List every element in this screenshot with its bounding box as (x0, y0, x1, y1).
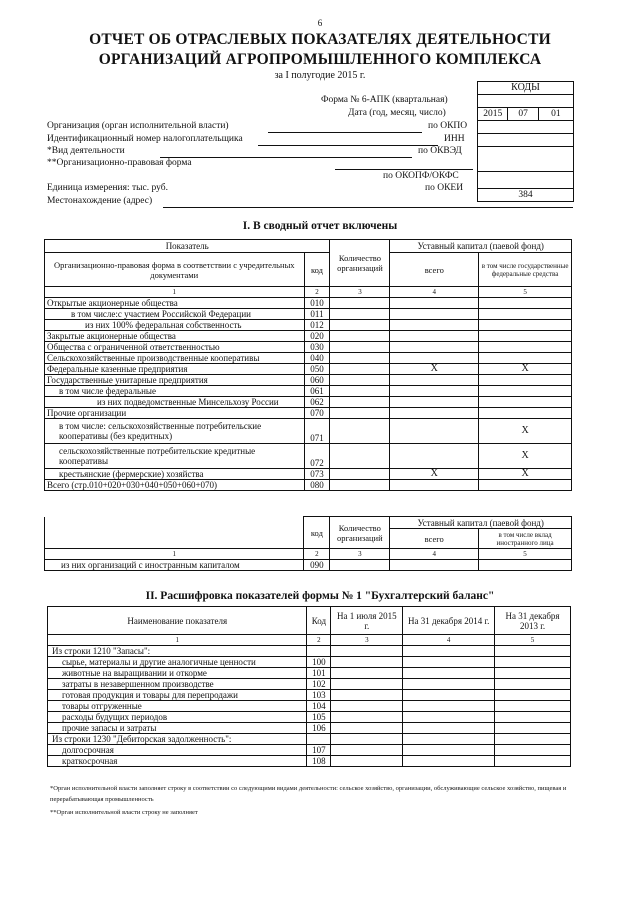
inn-cell[interactable] (478, 134, 573, 146)
legal-form-line[interactable] (335, 169, 473, 170)
s2-group-v3 (495, 734, 571, 745)
s2-row-code: 101 (307, 668, 331, 679)
s1-row-count[interactable] (330, 309, 390, 320)
s2-row-v1[interactable] (331, 679, 403, 690)
s1-n5: 5 (479, 287, 572, 298)
table-row (48, 668, 571, 679)
table-row (45, 444, 572, 469)
s2-h-name: Наименование показателя (48, 607, 307, 635)
s1-n1: 1 (45, 287, 305, 298)
table-row (48, 723, 571, 734)
s2-n2: 2 (307, 635, 331, 646)
s2-row-v1[interactable] (331, 657, 403, 668)
unit-label: Единица измерения: тыс. руб. (47, 183, 168, 193)
s1-h-legal-form: Организационно-правовая форма в соответствии с учредительных документами (45, 253, 305, 287)
s2-row-v2[interactable] (403, 701, 495, 712)
s2-group-v1 (331, 734, 403, 745)
s2-group-code (307, 734, 331, 745)
s2-n3: 3 (331, 635, 403, 646)
codes-row-okopf (478, 172, 573, 189)
s2-row-v1[interactable] (331, 745, 403, 756)
s1b-h-ownership: Уставный капитал (паевой фонд) (390, 517, 572, 529)
org-label: Организация (орган исполнительной власти) (47, 121, 229, 131)
s1-row-total[interactable] (390, 309, 479, 320)
table-row (45, 419, 572, 444)
s1-row-federal[interactable]: X (479, 419, 572, 444)
s2-row-code: 104 (307, 701, 331, 712)
codes-row-okei (478, 189, 573, 201)
s1-h-indicator: Показатель (45, 240, 330, 253)
s2-row-label: расходы будущих периодов (48, 712, 307, 723)
s1-row-code: 012 (304, 320, 330, 331)
s1-row-federal[interactable] (479, 386, 572, 397)
date-label: Дата (год, месяц, число) (348, 108, 446, 118)
s2-row-v1[interactable] (331, 723, 403, 734)
s2-row-v1[interactable] (331, 668, 403, 679)
date-month[interactable]: 07 (508, 108, 538, 120)
table-row (45, 386, 572, 397)
s1b-h-count: Количество организаций (330, 517, 390, 549)
s2-h-d2: На 31 декабря 2014 г. (403, 607, 495, 635)
s2-row-v3[interactable] (495, 701, 571, 712)
s1-row-label: Сельскохозяйственные производственные кооперативы (45, 353, 305, 364)
table-row (45, 364, 572, 375)
s1b-blank (45, 517, 304, 549)
s2-h-code: Код (307, 607, 331, 635)
s1b-foreign-total[interactable] (390, 560, 479, 571)
s2-h-d3: На 31 декабря 2013 г. (495, 607, 571, 635)
s1b-n4: 4 (390, 549, 479, 560)
s1-row-total[interactable] (390, 408, 479, 419)
s1-row-federal[interactable] (479, 353, 572, 364)
table-row (48, 646, 571, 657)
table-row (48, 712, 571, 723)
s1-row-federal[interactable] (479, 320, 572, 331)
table-row (45, 353, 572, 364)
legal-form-label: **Организационно-правовая форма (47, 158, 192, 168)
s1-row-federal[interactable]: X (479, 469, 572, 480)
s1-row-count[interactable] (330, 353, 390, 364)
s2-row-v1[interactable] (331, 756, 403, 767)
s1-row-label: Открытые акционерные общества (45, 298, 305, 309)
s1b-h-foreign: в том числе вклад иностранного лица (479, 529, 572, 549)
s2-body (48, 646, 571, 767)
codes-row-okved (478, 147, 573, 172)
okei-label: по ОКЕИ (425, 183, 464, 193)
s1b-foreign-foreign[interactable] (479, 560, 572, 571)
s1-row-count[interactable] (330, 480, 390, 491)
s1-row-label: в том числе федеральные (45, 386, 305, 397)
table-row (45, 469, 572, 480)
section-2-table (47, 606, 571, 767)
s1-row-label: сельскохозяйственные потребительские кредитные кооперативы (45, 444, 305, 469)
s2-row-code: 108 (307, 756, 331, 767)
table-row (45, 320, 572, 331)
s1-h-code: код (304, 253, 330, 287)
s1-header-row-1 (45, 240, 572, 253)
s1-row-code: 072 (304, 444, 330, 469)
s2-n4: 4 (403, 635, 495, 646)
s1-row-count[interactable] (330, 397, 390, 408)
s1b-foreign-count[interactable] (330, 560, 390, 571)
table-row (48, 701, 571, 712)
s1-row-code: 071 (304, 419, 330, 444)
s1-row-label: из них подведомственные Минсельхозу России (45, 397, 305, 408)
s2-row-code: 106 (307, 723, 331, 734)
table-row (48, 756, 571, 767)
s1-row-count[interactable] (330, 408, 390, 419)
s1-row-label: из них 100% федеральная собственность (45, 320, 305, 331)
s1-row-federal[interactable] (479, 298, 572, 309)
s2-row-v3[interactable] (495, 657, 571, 668)
section-2-title: II. Расшифровка показателей формы № 1 "Бухгалтерский баланс" (145, 590, 495, 602)
s1-row-code: 011 (304, 309, 330, 320)
s1-row-code: 061 (304, 386, 330, 397)
s1-n2: 2 (304, 287, 330, 298)
location-label: Местонахождение (адрес) (47, 196, 153, 206)
s2-row-label: прочие запасы и затраты (48, 723, 307, 734)
okei-value: 384 (518, 190, 533, 200)
s2-row-code: 105 (307, 712, 331, 723)
table-row (45, 342, 572, 353)
s2-group-label: Из строки 1230 "Дебиторская задолженность": (48, 734, 307, 745)
s1-row-total[interactable] (390, 375, 479, 386)
s2-row-code: 102 (307, 679, 331, 690)
table-row (45, 298, 572, 309)
s1b-h-total: всего (390, 529, 479, 549)
s1-row-federal[interactable] (479, 480, 572, 491)
s2-row-code: 107 (307, 745, 331, 756)
s2-group-v1 (331, 646, 403, 657)
s1-row-label: Государственные унитарные предприятия (45, 375, 305, 386)
s1-row-total[interactable]: X (390, 364, 479, 375)
codes-row-form (478, 95, 573, 108)
s1-row-count[interactable] (330, 331, 390, 342)
s1-row-label: Федеральные казенные предприятия (45, 364, 305, 375)
s2-row-v3[interactable] (495, 690, 571, 701)
okved-cell[interactable] (478, 147, 573, 171)
s2-n1: 1 (48, 635, 307, 646)
s1-n3: 3 (330, 287, 390, 298)
s2-row-label: животные на выращивании и откорме (48, 668, 307, 679)
s2-row-v2[interactable] (403, 679, 495, 690)
s2-row-v2[interactable] (403, 668, 495, 679)
table-row (45, 309, 572, 320)
s1-row-code: 020 (304, 331, 330, 342)
s2-row-v2[interactable] (403, 723, 495, 734)
s1b-n1: 1 (45, 549, 304, 560)
s1-h-count: Количество организаций (330, 240, 390, 287)
okpo-label: по ОКПО (428, 121, 468, 131)
s1-header-row-2 (45, 253, 572, 287)
s2-row-label: готовая продукция и товары для перепродажи (48, 690, 307, 701)
s1-row-label: в том числе:с участием Российской Федерации (45, 309, 305, 320)
s1-row-count[interactable] (330, 298, 390, 309)
s2-header-row (48, 607, 571, 635)
s1-row-count[interactable] (330, 364, 390, 375)
s1-row-total[interactable] (390, 298, 479, 309)
s1-row-federal[interactable] (479, 375, 572, 386)
date-day[interactable]: 01 (551, 109, 561, 119)
s1-row-count[interactable] (330, 419, 390, 444)
activity-label: *Вид деятельности (47, 146, 125, 156)
s1-row-federal[interactable] (479, 408, 572, 419)
s1-row-total[interactable] (390, 386, 479, 397)
section-1-foreign-table (44, 516, 572, 571)
s2-row-v1[interactable] (331, 701, 403, 712)
s1b-foreign-label: из них организаций с иностранным капиталом (45, 560, 304, 571)
form-label: Форма № 6-АПК (квартальная) (321, 95, 448, 105)
s1b-n5: 5 (479, 549, 572, 560)
table-row (48, 734, 571, 745)
s2-row-v3[interactable] (495, 668, 571, 679)
s2-row-v1[interactable] (331, 712, 403, 723)
s1-row-code: 073 (304, 469, 330, 480)
s2-row-label: затраты в незавершенном производстве (48, 679, 307, 690)
s1-row-total[interactable] (390, 320, 479, 331)
s2-row-v2[interactable] (403, 756, 495, 767)
s2-n5: 5 (495, 635, 571, 646)
s1-row-count[interactable] (330, 342, 390, 353)
date-year[interactable]: 2015 (478, 108, 508, 120)
s1-row-label: крестьянские (фермерские) хозяйства (45, 469, 305, 480)
s1-row-federal[interactable]: X (479, 364, 572, 375)
s1-row-code: 070 (304, 408, 330, 419)
table-row (48, 690, 571, 701)
activity-line[interactable] (160, 157, 412, 158)
s1-row-code: 050 (304, 364, 330, 375)
table-row (48, 657, 571, 668)
s2-row-label: краткосрочная (48, 756, 307, 767)
title-line-1: ОТЧЕТ ОБ ОТРАСЛЕВЫХ ПОКАЗАТЕЛЯХ ДЕЯТЕЛЬНОСТИ (89, 31, 551, 48)
s1-row-total[interactable] (390, 397, 479, 408)
table-row (48, 679, 571, 690)
s1b-n3: 3 (330, 549, 390, 560)
s1-n4: 4 (390, 287, 479, 298)
s1-row-label: в том числе: сельскохозяйственные потребительские кооперативы (без кредитных) (45, 419, 305, 444)
s2-row-v1[interactable] (331, 690, 403, 701)
s1b-foreign-row (45, 560, 572, 571)
s1b-h-code: код (304, 517, 330, 549)
s1b-header-row-1 (45, 517, 572, 529)
org-line[interactable] (268, 132, 422, 133)
s1-h-ownership: Уставный капитал (паевой фонд) (390, 240, 572, 253)
s2-row-code: 103 (307, 690, 331, 701)
okopf-label: по ОКОПФ/ОКФС (383, 171, 459, 181)
table-row (45, 331, 572, 342)
codes-row-okpo (478, 121, 573, 134)
codes-box (477, 81, 574, 202)
report-period: за I полугодие 2015 г. (274, 70, 366, 81)
s1-row-count[interactable] (330, 469, 390, 480)
s2-row-v3[interactable] (495, 745, 571, 756)
s1-row-code: 040 (304, 353, 330, 364)
s2-row-v3[interactable] (495, 756, 571, 767)
s1-row-total[interactable] (390, 480, 479, 491)
s1b-foreign-code: 090 (304, 560, 330, 571)
s1-row-count[interactable] (330, 375, 390, 386)
s2-group-v2 (403, 646, 495, 657)
s2-number-row (48, 635, 571, 646)
s2-group-v3 (495, 646, 571, 657)
s2-row-v3[interactable] (495, 679, 571, 690)
s1-row-label: Всего (стр.010+020+030+040+050+060+070) (45, 480, 305, 491)
codes-row-inn (478, 134, 573, 147)
table-row (45, 408, 572, 419)
s2-row-v2[interactable] (403, 690, 495, 701)
s1-row-total[interactable] (390, 353, 479, 364)
s2-row-v2[interactable] (403, 712, 495, 723)
s1-row-total[interactable] (390, 419, 479, 444)
s1-row-total[interactable] (390, 331, 479, 342)
s1-row-federal[interactable] (479, 331, 572, 342)
s1-row-code: 010 (304, 298, 330, 309)
inn-label: ИНН (444, 134, 465, 144)
inn-id-label: Идентификационный номер налогоплательщика (47, 134, 243, 144)
footnote-1: *Орган исполнительной власти заполняет строку в соответствии со следующими видами деятельности: сельское хозяйство, организации, обслуживающие сельское хозяйство, пищевая и перерабатывающая промышленность (50, 785, 567, 803)
s1-row-count[interactable] (330, 320, 390, 331)
s1-row-code: 060 (304, 375, 330, 386)
s1-row-code: 080 (304, 480, 330, 491)
codes-header: КОДЫ (478, 82, 573, 95)
s2-row-v2[interactable] (403, 745, 495, 756)
okpo-cell[interactable] (478, 121, 573, 133)
section-1-table (44, 239, 572, 491)
s1-row-label: Закрытые акционерные общества (45, 331, 305, 342)
s1-number-row (45, 287, 572, 298)
s1-row-code: 030 (304, 342, 330, 353)
s2-group-v2 (403, 734, 495, 745)
s2-row-label: долгосрочная (48, 745, 307, 756)
s2-group-label: Из строки 1210 "Запасы": (48, 646, 307, 657)
codes-row-date (478, 108, 573, 121)
table-row (45, 480, 572, 491)
page-number: 6 (317, 18, 323, 28)
s1-row-label: Общества с ограниченной ответственностью (45, 342, 305, 353)
s2-h-d1: На 1 июля 2015 г. (331, 607, 403, 635)
s2-row-v2[interactable] (403, 657, 495, 668)
s1-row-label: Прочие организации (45, 408, 305, 419)
s2-row-v3[interactable] (495, 723, 571, 734)
s1-row-federal[interactable] (479, 309, 572, 320)
page-title (0, 30, 640, 70)
table-row (48, 745, 571, 756)
table-row (45, 397, 572, 408)
okopf-cell[interactable] (478, 172, 573, 188)
s2-row-label: товары отгруженные (48, 701, 307, 712)
title-line-2: ОРГАНИЗАЦИЙ АГРОПРОМЫШЛЕННОГО КОМПЛЕКСА (98, 51, 542, 68)
s1-h-total: всего (390, 253, 479, 287)
okved-label: по ОКВЭД (418, 146, 462, 156)
s1b-n2: 2 (304, 549, 330, 560)
s1-body (45, 298, 572, 491)
inn-line[interactable] (258, 145, 438, 146)
s2-group-code (307, 646, 331, 657)
s1-row-count[interactable] (330, 444, 390, 469)
s2-row-label: сырье, материалы и другие аналогичные ценности (48, 657, 307, 668)
s1-row-count[interactable] (330, 386, 390, 397)
s1-row-code: 062 (304, 397, 330, 408)
table-row (45, 375, 572, 386)
section-1-title: I. В сводный отчет включены (242, 220, 398, 232)
s1-row-total[interactable] (390, 342, 479, 353)
s1b-number-row (45, 549, 572, 560)
s2-row-v3[interactable] (495, 712, 571, 723)
s1-row-total[interactable]: X (390, 469, 479, 480)
form-code-cell[interactable] (478, 95, 573, 107)
s2-row-code: 100 (307, 657, 331, 668)
s1-h-federal: в том числе государственные федеральные средства (479, 253, 572, 287)
s1-row-federal[interactable]: X (479, 444, 572, 469)
location-line[interactable] (163, 207, 573, 208)
footnote-2: **Орган исполнительной власти строку не заполняет (50, 809, 198, 816)
s1-row-federal[interactable] (479, 397, 572, 408)
s1-row-federal[interactable] (479, 342, 572, 353)
s1-row-total[interactable] (390, 444, 479, 469)
